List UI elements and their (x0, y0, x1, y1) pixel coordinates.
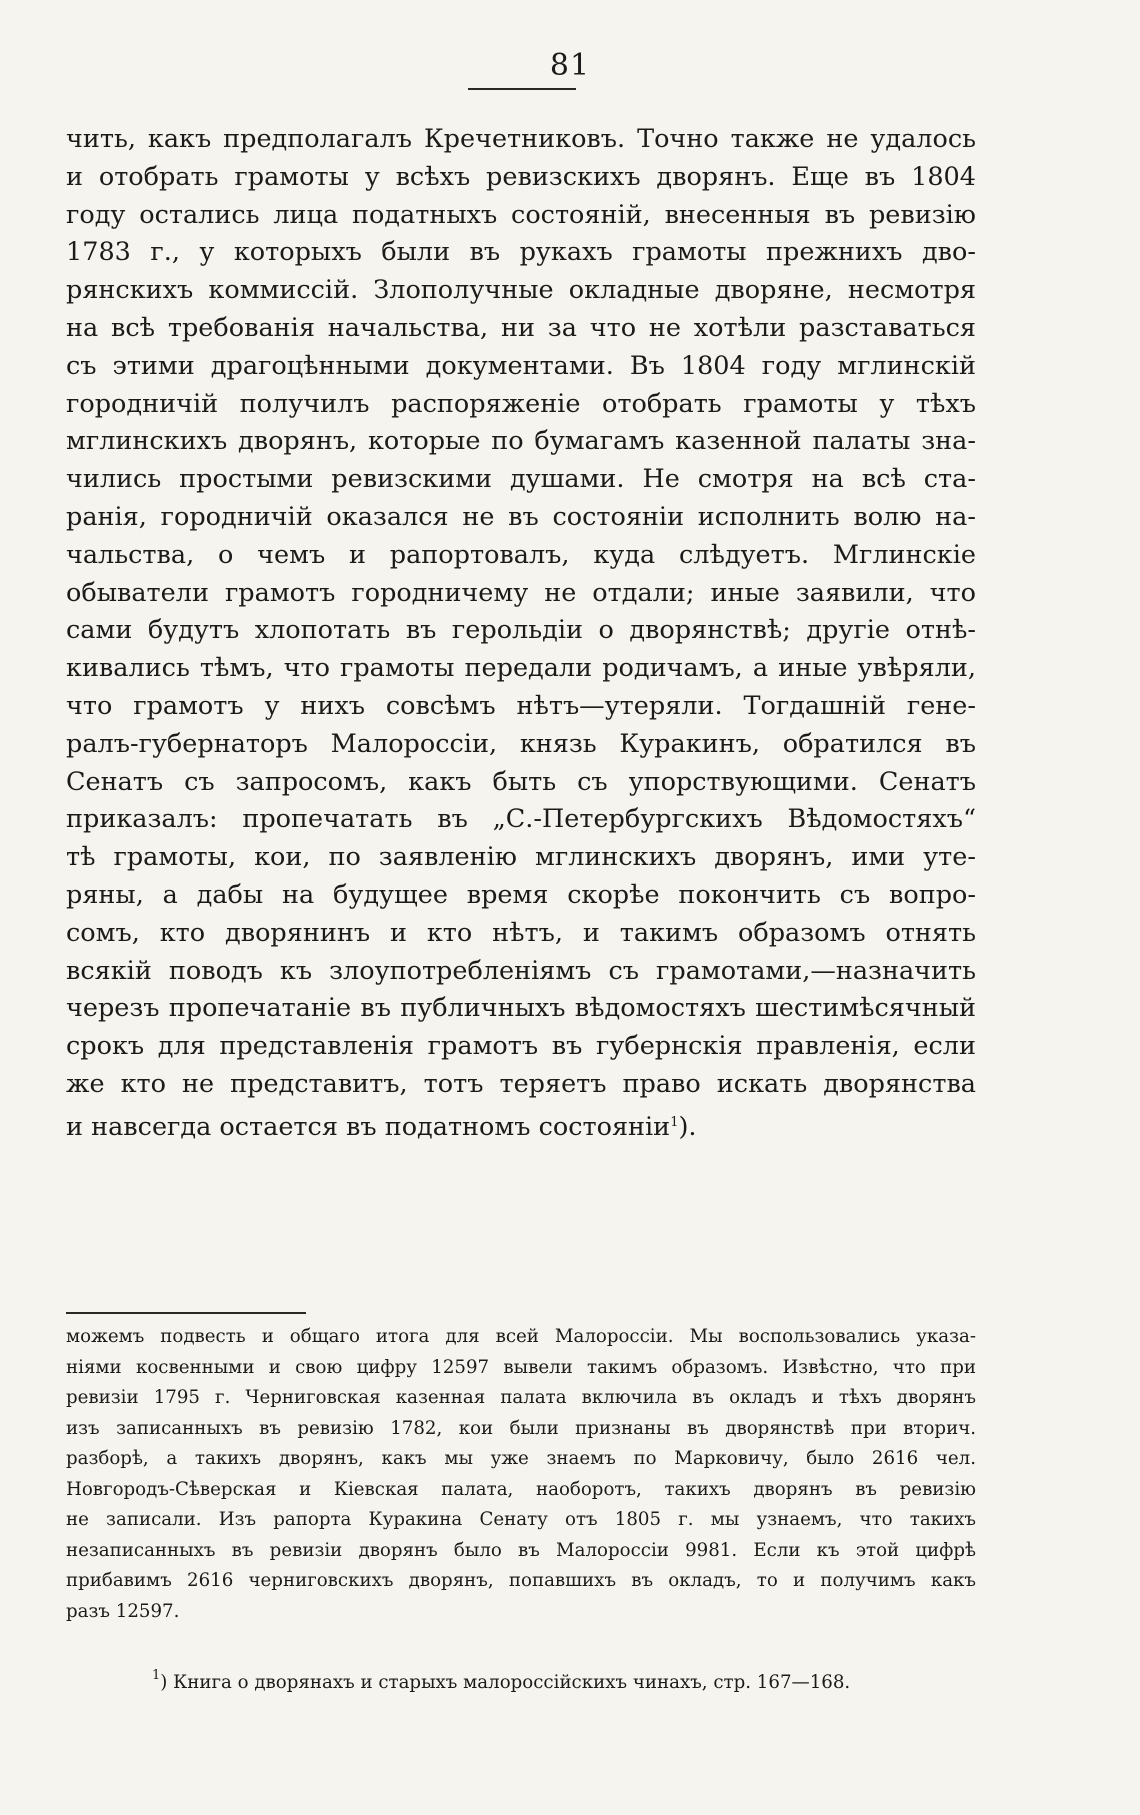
text-line: городничій получилъ распоряженіе отобрать грамоты у тѣхъ (66, 388, 976, 419)
footnote-line: ревизіи 1795 г. Черниговская казенная палата включила въ окладъ и тѣхъ дворянъ (66, 1387, 976, 1408)
footnote-line: не записали. Изъ рапорта Куракина Сенату отъ 1805 г. мы узнаемъ, что такихъ (66, 1509, 976, 1530)
text-line: мглинскихъ дворянъ, которые по бумагамъ казенной палаты зна- (66, 426, 976, 457)
text-line: приказалъ: пропечатать въ „С.-Петербургскихъ Вѣдомостяхъ“ (66, 804, 976, 835)
text-line: всякій поводъ къ злоупотребленіямъ съ грамотами,—назначить (66, 955, 976, 986)
text-line: сами будутъ хлопотать въ герольдіи о дворянствѣ; другіе отнѣ- (66, 615, 976, 646)
text-line: чились простыми ревизскими душами. Не смотря на всѣ ста- (66, 464, 976, 495)
text-line: срокъ для представленія грамотъ въ губернскія правленія, если (66, 1031, 976, 1062)
footnote-line: можемъ подвесть и общаго итога для всей Малороссіи. Мы воспользовались указа- (66, 1326, 976, 1347)
text-line-last (66, 1104, 976, 1142)
text-line: что грамотъ у нихъ совсѣмъ нѣтъ—утеряли. Тогдашній гене- (66, 690, 976, 721)
text-line: кивались тѣмъ, что грамоты передали родичамъ, а иные увѣряли, (66, 653, 976, 684)
text-line: рянскихъ коммиссій. Злополучные окладные дворяне, несмотря (66, 275, 976, 306)
footnote-line: Новгородъ-Сѣверская и Кіевская палата, наоборотъ, такихъ дворянъ въ ревизію (66, 1478, 976, 1500)
footnote-1-text: ) Книга о дворянахъ и старыхъ малороссійскихъ чинахъ, стр. 167—168. (160, 1672, 851, 1693)
footnote-line: изъ записанныхъ въ ревизію 1782, кои были признаны въ дворянствѣ при вторич. (66, 1417, 976, 1439)
footnote-marker: 1 (670, 1114, 679, 1130)
text-line-content: и навсегда остается въ податномъ состояніи (66, 1111, 671, 1142)
footnote-1-marker: 1 (152, 1668, 161, 1683)
text-line: съ этими драгоцѣнными документами. Въ 1804 году мглинскій (66, 350, 976, 381)
text-line: обыватели грамотъ городничему не отдали; иные заявили, что (66, 577, 976, 608)
footnote-line-last: разъ 12597. (66, 1600, 180, 1622)
text-line: году остались лица податныхъ состояній, внесенныя въ ревизію (66, 199, 976, 230)
text-line: на всѣ требованія начальства, ни за что не хотѣли разставаться (66, 312, 976, 343)
footnote-continuation (66, 1322, 976, 1627)
page-number: 81 (549, 48, 591, 83)
text-line-end: ). (678, 1111, 697, 1142)
text-line: тѣ грамоты, кои, по заявленію мглинскихъ дворянъ, ими уте- (66, 842, 976, 873)
footnote-1 (66, 1660, 976, 1692)
text-line: же кто не представитъ, тотъ теряетъ право искать дворянства (66, 1068, 976, 1099)
text-line: ранія, городничій оказался не въ состояніи исполнить волю на- (66, 501, 976, 532)
text-line: сомъ, кто дворянинъ и кто нѣтъ, и такимъ образомъ отнять (66, 917, 976, 948)
text-line: и отобрать грамоты у всѣхъ ревизскихъ дворянъ. Еще въ 1804 (66, 161, 976, 192)
footnote-line: прибавимъ 2616 черниговскихъ дворянъ, попавшихъ въ окладъ, то и получимъ какъ (66, 1570, 976, 1591)
footnote-line: разборѣ, а такихъ дворянъ, какъ мы уже знаемъ по Марковичу, было 2616 чел. (66, 1448, 976, 1469)
text-line: ряны, а дабы на будущее время скорѣе покончить съ вопро- (66, 879, 976, 910)
text-line: ралъ-губернаторъ Малороссіи, князь Куракинъ, обратился въ (66, 728, 976, 759)
text-line: чальства, о чемъ и рапортовалъ, куда слѣдуетъ. Мглинскіе (66, 539, 976, 570)
footnote-separator (66, 1312, 306, 1314)
page-number-rule (468, 88, 576, 90)
main-text (66, 121, 976, 1142)
text-line: 1783 г., у которыхъ были въ рукахъ грамоты прежнихъ дво- (66, 237, 976, 268)
footnote-line: незаписанныхъ въ ревизіи дворянъ было въ Малороссіи 9981. Если къ этой цифрѣ (66, 1539, 976, 1561)
text-line: черезъ пропечатаніе въ публичныхъ вѣдомостяхъ шестимѣсячный (66, 993, 976, 1024)
text-line: Сенатъ съ запросомъ, какъ быть съ упорствующими. Сенатъ (66, 766, 976, 797)
footnote-line: ніями косвенными и свою цифру 12597 вывели такимъ образомъ. Извѣстно, что при (66, 1356, 976, 1378)
text-line: чить, какъ предполагалъ Кречетниковъ. Точно также не удалось (66, 124, 976, 154)
